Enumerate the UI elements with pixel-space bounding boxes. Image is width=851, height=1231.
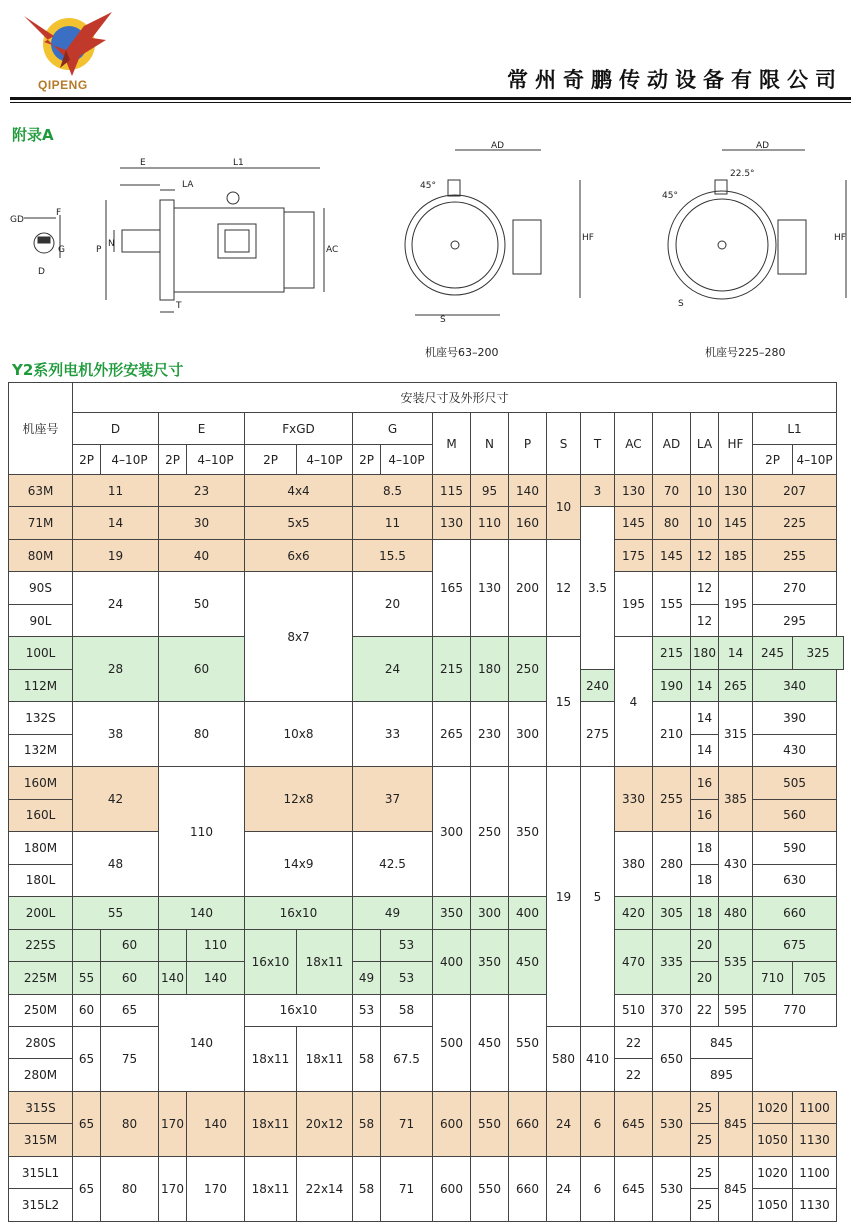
section-title: Y2系列电机外形安装尺寸	[12, 361, 184, 379]
cell-LA: 10	[691, 507, 719, 539]
header-M: M	[433, 413, 471, 475]
cell-AD: 80	[653, 507, 691, 539]
cell-D-4p: 80	[101, 1156, 159, 1221]
cell-E-4p: 170	[187, 1156, 245, 1221]
label-E: E	[140, 158, 146, 168]
cell-LA: 16	[691, 767, 719, 799]
cell-P: 300	[509, 702, 547, 767]
cell-LA: 22	[615, 1026, 653, 1058]
cell-E: 23	[159, 475, 245, 507]
cell-D-2p: 65	[73, 1091, 101, 1156]
cell-E-2p: 170	[159, 1156, 187, 1221]
cell-AC: 380	[615, 832, 653, 897]
cell-D-2p: 55	[73, 962, 101, 994]
sub-2p: 2P	[753, 445, 793, 475]
header-AD: AD	[653, 413, 691, 475]
cell-P: 140	[509, 475, 547, 507]
cell-S: 15	[547, 637, 581, 767]
label-S-2: S	[678, 299, 684, 309]
cell-L1-4p: 1100	[793, 1156, 837, 1188]
sub-4-10p: 4–10P	[187, 445, 245, 475]
cell-HF: 385	[719, 767, 753, 832]
cell-G-4p: 67.5	[381, 1026, 433, 1091]
sub-2p: 2P	[353, 445, 381, 475]
cell-AC: 195	[615, 572, 653, 637]
cell-AC: 330	[615, 767, 653, 832]
sub-4-10p: 4–10P	[297, 445, 353, 475]
header-LA: LA	[691, 413, 719, 475]
cell-T: 6	[581, 1091, 615, 1156]
cell-G-2p: 58	[353, 1091, 381, 1156]
cell-M: 400	[433, 929, 471, 994]
frame-cell: 200L	[9, 897, 73, 929]
cell-L1: 390	[753, 702, 837, 734]
cell-N: 180	[471, 637, 509, 702]
frame-cell: 280S	[9, 1026, 73, 1058]
label-T: T	[176, 301, 182, 311]
cell-D: 14	[73, 507, 159, 539]
cell-L1: 270	[753, 572, 837, 604]
cell-N: 250	[471, 767, 509, 897]
frame-cell: 315L1	[9, 1156, 73, 1188]
frame-cell: 280M	[9, 1059, 73, 1091]
cell-HF: 130	[719, 475, 753, 507]
header-FxGD: FxGD	[245, 413, 353, 445]
cell-M: 165	[433, 539, 471, 636]
cell-L1: 207	[753, 475, 837, 507]
sub-4-10p: 4–10P	[793, 445, 837, 475]
cell-AD: 410	[581, 1026, 615, 1091]
cell-S: 24	[547, 1091, 581, 1156]
header-N: N	[471, 413, 509, 475]
cell-FxGD-4p: 18x11	[297, 1026, 353, 1091]
cell-LA: 12	[691, 539, 719, 571]
cell-HF: 535	[719, 929, 753, 994]
cell-M: 350	[433, 897, 471, 929]
cell-LA: 20	[691, 962, 719, 994]
frame-cell: 132M	[9, 734, 73, 766]
cell-HF: 315	[719, 702, 753, 767]
cell-HF: 845	[719, 1091, 753, 1156]
cell-D: 38	[73, 702, 159, 767]
cell-AC: 580	[547, 1026, 581, 1091]
cell-E: 50	[159, 572, 245, 637]
frame-cell: 180L	[9, 864, 73, 896]
cell-HF: 480	[719, 897, 753, 929]
cell-L1-4p: 705	[793, 962, 837, 994]
cell-LA: 10	[691, 475, 719, 507]
header-HF: HF	[719, 413, 753, 475]
front-view-225-280-drawing	[662, 141, 846, 309]
cell-AC: 645	[615, 1156, 653, 1221]
frame-cell: 71M	[9, 507, 73, 539]
header-G: G	[353, 413, 433, 445]
header-L1: L1	[753, 413, 837, 445]
cell-AD: 335	[653, 929, 691, 994]
cell-LA: 14	[719, 637, 753, 669]
cell-D-2p: 60	[73, 994, 101, 1026]
cell-AD: 190	[653, 669, 691, 701]
label-D: D	[38, 267, 45, 277]
cell-M: 600	[433, 1091, 471, 1156]
cell-LA: 16	[691, 799, 719, 831]
cell-D: 48	[73, 832, 159, 897]
cell-HF: 265	[719, 669, 753, 701]
cell-L1-2p: 1020	[753, 1156, 793, 1188]
cell-AD: 145	[653, 539, 691, 571]
cell-AC: 275	[581, 702, 615, 767]
frame-cell: 250M	[9, 994, 73, 1026]
cell-G: 15.5	[353, 539, 433, 571]
cell-D: 24	[73, 572, 159, 637]
label-HF-1: HF	[582, 233, 594, 243]
header-rule-thin	[10, 102, 851, 103]
header-rule	[10, 97, 851, 100]
cell-FxGD: 8x7	[245, 572, 353, 702]
frame-cell: 132S	[9, 702, 73, 734]
cell-AD: 280	[653, 832, 691, 897]
cell-G: 8.5	[353, 475, 433, 507]
cell-AD: 155	[653, 572, 691, 637]
frame-cell: 112M	[9, 669, 73, 701]
cell-LA: 14	[691, 734, 719, 766]
logo-text: QIPENG	[38, 78, 88, 92]
cell-FxGD: 16x10	[245, 994, 353, 1026]
cell-HF: 595	[719, 994, 753, 1026]
cell-FxGD: 16x10	[245, 897, 353, 929]
cell-N: 550	[471, 1156, 509, 1221]
cell-P: 550	[509, 994, 547, 1091]
cell-L1-4p: 1130	[793, 1189, 837, 1222]
cell-D: 28	[73, 637, 159, 702]
cell-N: 350	[471, 929, 509, 994]
cell-G-2p: 49	[353, 962, 381, 994]
cell-D: 55	[73, 897, 159, 929]
cell-L1-2p: 1020	[753, 1091, 793, 1123]
cell-HF: 195	[719, 572, 753, 637]
cell-D-2p: 65	[73, 1026, 101, 1091]
cell-FxGD-2p: 18x11	[245, 1026, 297, 1091]
frame-cell: 160M	[9, 767, 73, 799]
cell-LA: 12	[691, 604, 719, 636]
caption-frame-225-280: 机座号225–280	[705, 346, 786, 359]
cell-G: 33	[353, 702, 433, 767]
cell-E: 140	[159, 994, 245, 1091]
cell-LA: 22	[615, 1059, 653, 1091]
cell-LA: 25	[691, 1156, 719, 1188]
cell-LA: 18	[691, 897, 719, 929]
cell-G-4p: 71	[381, 1156, 433, 1221]
motor-dimension-diagrams	[0, 140, 851, 360]
header-group: 安装尺寸及外形尺寸	[73, 383, 837, 413]
cell-AC: 130	[615, 475, 653, 507]
cell-AC: 645	[615, 1091, 653, 1156]
cell-FxGD-4p: 18x11	[297, 929, 353, 994]
frame-cell: 90L	[9, 604, 73, 636]
sub-2p: 2P	[159, 445, 187, 475]
cell-T: 6	[581, 1156, 615, 1221]
cell-AC: 420	[615, 897, 653, 929]
cell-FxGD-4p: 20x12	[297, 1091, 353, 1156]
header-frame-no: 机座号	[9, 383, 73, 475]
label-AC: AC	[326, 245, 339, 255]
cell-LA: 25	[691, 1091, 719, 1123]
cell-G-2p: 53	[353, 994, 381, 1026]
cell-E: 40	[159, 539, 245, 571]
cell-AD: 530	[653, 1156, 691, 1221]
cell-AD: 255	[653, 767, 691, 832]
cell-L1: 845	[691, 1026, 753, 1058]
header-AC: AC	[615, 413, 653, 475]
frame-cell: 315L2	[9, 1189, 73, 1222]
cell-AD: 70	[653, 475, 691, 507]
header-D: D	[73, 413, 159, 445]
cell-M: 265	[433, 702, 471, 767]
cell-L1: 295	[753, 604, 837, 636]
cell-N: 130	[471, 539, 509, 636]
cell-E: 60	[159, 637, 245, 702]
cell-L1: 255	[753, 539, 837, 571]
cell-L1-2p: 1050	[753, 1189, 793, 1222]
cell-M: 300	[433, 767, 471, 897]
frame-cell: 315M	[9, 1124, 73, 1156]
cell-G: 20	[353, 572, 433, 637]
cell-L1: 630	[753, 864, 837, 896]
cell-M: 130	[433, 507, 471, 539]
cell-G-2p: 58	[353, 1026, 381, 1091]
cell-FxGD: 14x9	[245, 832, 353, 897]
cell-D: 42	[73, 767, 159, 832]
cell-L1: 430	[753, 734, 837, 766]
label-P: P	[96, 245, 102, 255]
appendix-title: 附录A	[12, 126, 54, 144]
caption-frame-63-200: 机座号63–200	[425, 346, 499, 359]
cell-P: 400	[509, 897, 547, 929]
cell-L1: 325	[793, 637, 844, 669]
cell-E: 110	[159, 767, 245, 897]
cell-S: 19	[547, 767, 581, 1027]
cell-HF: 245	[753, 637, 793, 669]
cell-N: 95	[471, 475, 509, 507]
label-HF-2: HF	[834, 233, 846, 243]
label-LA: LA	[182, 180, 194, 190]
frame-cell: 90S	[9, 572, 73, 604]
label-AD-1: AD	[491, 141, 505, 151]
cell-E-2p: 140	[159, 962, 187, 994]
cell-LA: 18	[691, 864, 719, 896]
cell-L1: 675	[753, 929, 837, 961]
cell-M: 500	[433, 994, 471, 1091]
cell-LA: 25	[691, 1124, 719, 1156]
cell-L1-2p: 1050	[753, 1124, 793, 1156]
cell-E-4p: 140	[187, 962, 245, 994]
cell-L1-4p: 1130	[793, 1124, 837, 1156]
cell-FxGD-2p: 18x11	[245, 1156, 297, 1221]
cell-FxGD: 4x4	[245, 475, 353, 507]
cell-FxGD: 6x6	[245, 539, 353, 571]
cell-AD: 530	[653, 1091, 691, 1156]
cell-L1: 560	[753, 799, 837, 831]
shaft-section-drawing	[10, 208, 65, 277]
cell-M: 115	[433, 475, 471, 507]
header-P: P	[509, 413, 547, 475]
label-GD: GD	[10, 215, 24, 225]
cell-D: 19	[73, 539, 159, 571]
sub-4-10p: 4–10P	[381, 445, 433, 475]
cell-G-4p: 53	[381, 929, 433, 961]
cell-HF: 145	[719, 507, 753, 539]
cell-L1-4p: 1100	[793, 1091, 837, 1123]
cell-D-4p: 65	[101, 994, 159, 1026]
cell-E-4p: 140	[187, 1091, 245, 1156]
cell-G-2p: 58	[353, 1156, 381, 1221]
cell-P: 450	[509, 929, 547, 994]
label-F: F	[56, 208, 62, 218]
cell-T: 3	[581, 475, 615, 507]
cell-E: 80	[159, 702, 245, 767]
cell-LA: 22	[691, 994, 719, 1026]
cell-FxGD: 12x8	[245, 767, 353, 832]
cell-D: 11	[73, 475, 159, 507]
cell-AC: 145	[615, 507, 653, 539]
cell-D-4p: 80	[101, 1091, 159, 1156]
cell-HF: 650	[653, 1026, 691, 1091]
cell-G: 42.5	[353, 832, 433, 897]
cell-T: 3.5	[581, 507, 615, 669]
cell-FxGD: 10x8	[245, 702, 353, 767]
cell-G-4p: 58	[381, 994, 433, 1026]
frame-cell: 160L	[9, 799, 73, 831]
cell-P: 200	[509, 539, 547, 636]
cell-M: 215	[433, 637, 471, 702]
cell-G-4p: 53	[381, 962, 433, 994]
cell-L1: 225	[753, 507, 837, 539]
cell-N: 110	[471, 507, 509, 539]
sub-4-10p: 4–10P	[101, 445, 159, 475]
label-S-1: S	[440, 315, 446, 325]
label-L1: L1	[233, 158, 244, 168]
cell-AD: 210	[653, 702, 691, 767]
cell-L1: 340	[753, 669, 837, 701]
cell-LA: 25	[691, 1189, 719, 1222]
cell-AC: 510	[615, 994, 653, 1026]
frame-cell: 100L	[9, 637, 73, 669]
cell-P: 250	[509, 637, 547, 702]
cell-G: 24	[353, 637, 433, 702]
header-S: S	[547, 413, 581, 475]
sub-2p: 2P	[245, 445, 297, 475]
frame-cell: 225M	[9, 962, 73, 994]
label-22.5: 22.5°	[730, 169, 755, 179]
cell-FxGD-2p: 16x10	[245, 929, 297, 994]
label-N: N	[108, 239, 115, 249]
cell-E-4p: 110	[187, 929, 245, 961]
cell-P: 660	[509, 1091, 547, 1156]
cell-N: 450	[471, 994, 509, 1091]
cell-FxGD-2p: 18x11	[245, 1091, 297, 1156]
cell-S: 24	[547, 1156, 581, 1221]
cell-AD: 305	[653, 897, 691, 929]
cell-AD: 180	[691, 637, 719, 669]
cell-AC: 215	[653, 637, 691, 669]
cell-M: 600	[433, 1156, 471, 1221]
cell-AC: 470	[615, 929, 653, 994]
cell-P: 350	[509, 767, 547, 897]
cell-LA: 20	[691, 929, 719, 961]
cell-D-4p: 60	[101, 929, 159, 961]
cell-T: 5	[581, 767, 615, 1027]
header-E: E	[159, 413, 245, 445]
cell-D-4p: 75	[101, 1026, 159, 1091]
cell-L1: 590	[753, 832, 837, 864]
cell-E-2p: 170	[159, 1091, 187, 1156]
cell-AC: 175	[615, 539, 653, 571]
cell-T: 4	[615, 637, 653, 767]
label-AD-2: AD	[756, 141, 770, 151]
cell-S: 12	[547, 539, 581, 636]
frame-cell: 80M	[9, 539, 73, 571]
cell-HF: 845	[719, 1156, 753, 1221]
label-G: G	[58, 245, 65, 255]
cell-D-2p: 65	[73, 1156, 101, 1221]
cell-FxGD: 5x5	[245, 507, 353, 539]
cell-FxGD-4p: 22x14	[297, 1156, 353, 1221]
cell-E: 140	[159, 897, 245, 929]
sub-2p: 2P	[73, 445, 101, 475]
frame-cell: 225S	[9, 929, 73, 961]
cell-N: 300	[471, 897, 509, 929]
cell-D-4p: 60	[101, 962, 159, 994]
cell-LA: 18	[691, 832, 719, 864]
cell-G-4p: 71	[381, 1091, 433, 1156]
cell-L1: 770	[753, 994, 837, 1026]
cell-LA: 12	[691, 572, 719, 604]
cell-L1: 895	[691, 1059, 753, 1091]
frame-cell: 180M	[9, 832, 73, 864]
cell-P: 660	[509, 1156, 547, 1221]
cell-L1-2p: 710	[753, 962, 793, 994]
cell-G: 49	[353, 897, 433, 929]
side-view-drawing	[96, 158, 338, 312]
company-name: 常州奇鹏传动设备有限公司	[507, 68, 843, 92]
cell-L1: 660	[753, 897, 837, 929]
header-T: T	[581, 413, 615, 475]
cell-LA: 14	[691, 669, 719, 701]
label-45-1: 45°	[420, 181, 436, 191]
front-view-63-200-drawing	[405, 141, 594, 325]
cell-LA: 14	[691, 702, 719, 734]
cell-G: 37	[353, 767, 433, 832]
cell-G: 11	[353, 507, 433, 539]
cell-P: 160	[509, 507, 547, 539]
cell-N: 550	[471, 1091, 509, 1156]
frame-cell: 315S	[9, 1091, 73, 1123]
label-45-2: 45°	[662, 191, 678, 201]
cell-N: 230	[471, 702, 509, 767]
cell-L1: 505	[753, 767, 837, 799]
cell-AD: 370	[653, 994, 691, 1026]
frame-cell: 63M	[9, 475, 73, 507]
cell-HF: 185	[719, 539, 753, 571]
cell-E: 30	[159, 507, 245, 539]
cell-HF: 430	[719, 832, 753, 897]
cell-AC: 240	[581, 669, 615, 701]
dimension-table	[8, 382, 844, 1222]
cell-S: 10	[547, 475, 581, 540]
